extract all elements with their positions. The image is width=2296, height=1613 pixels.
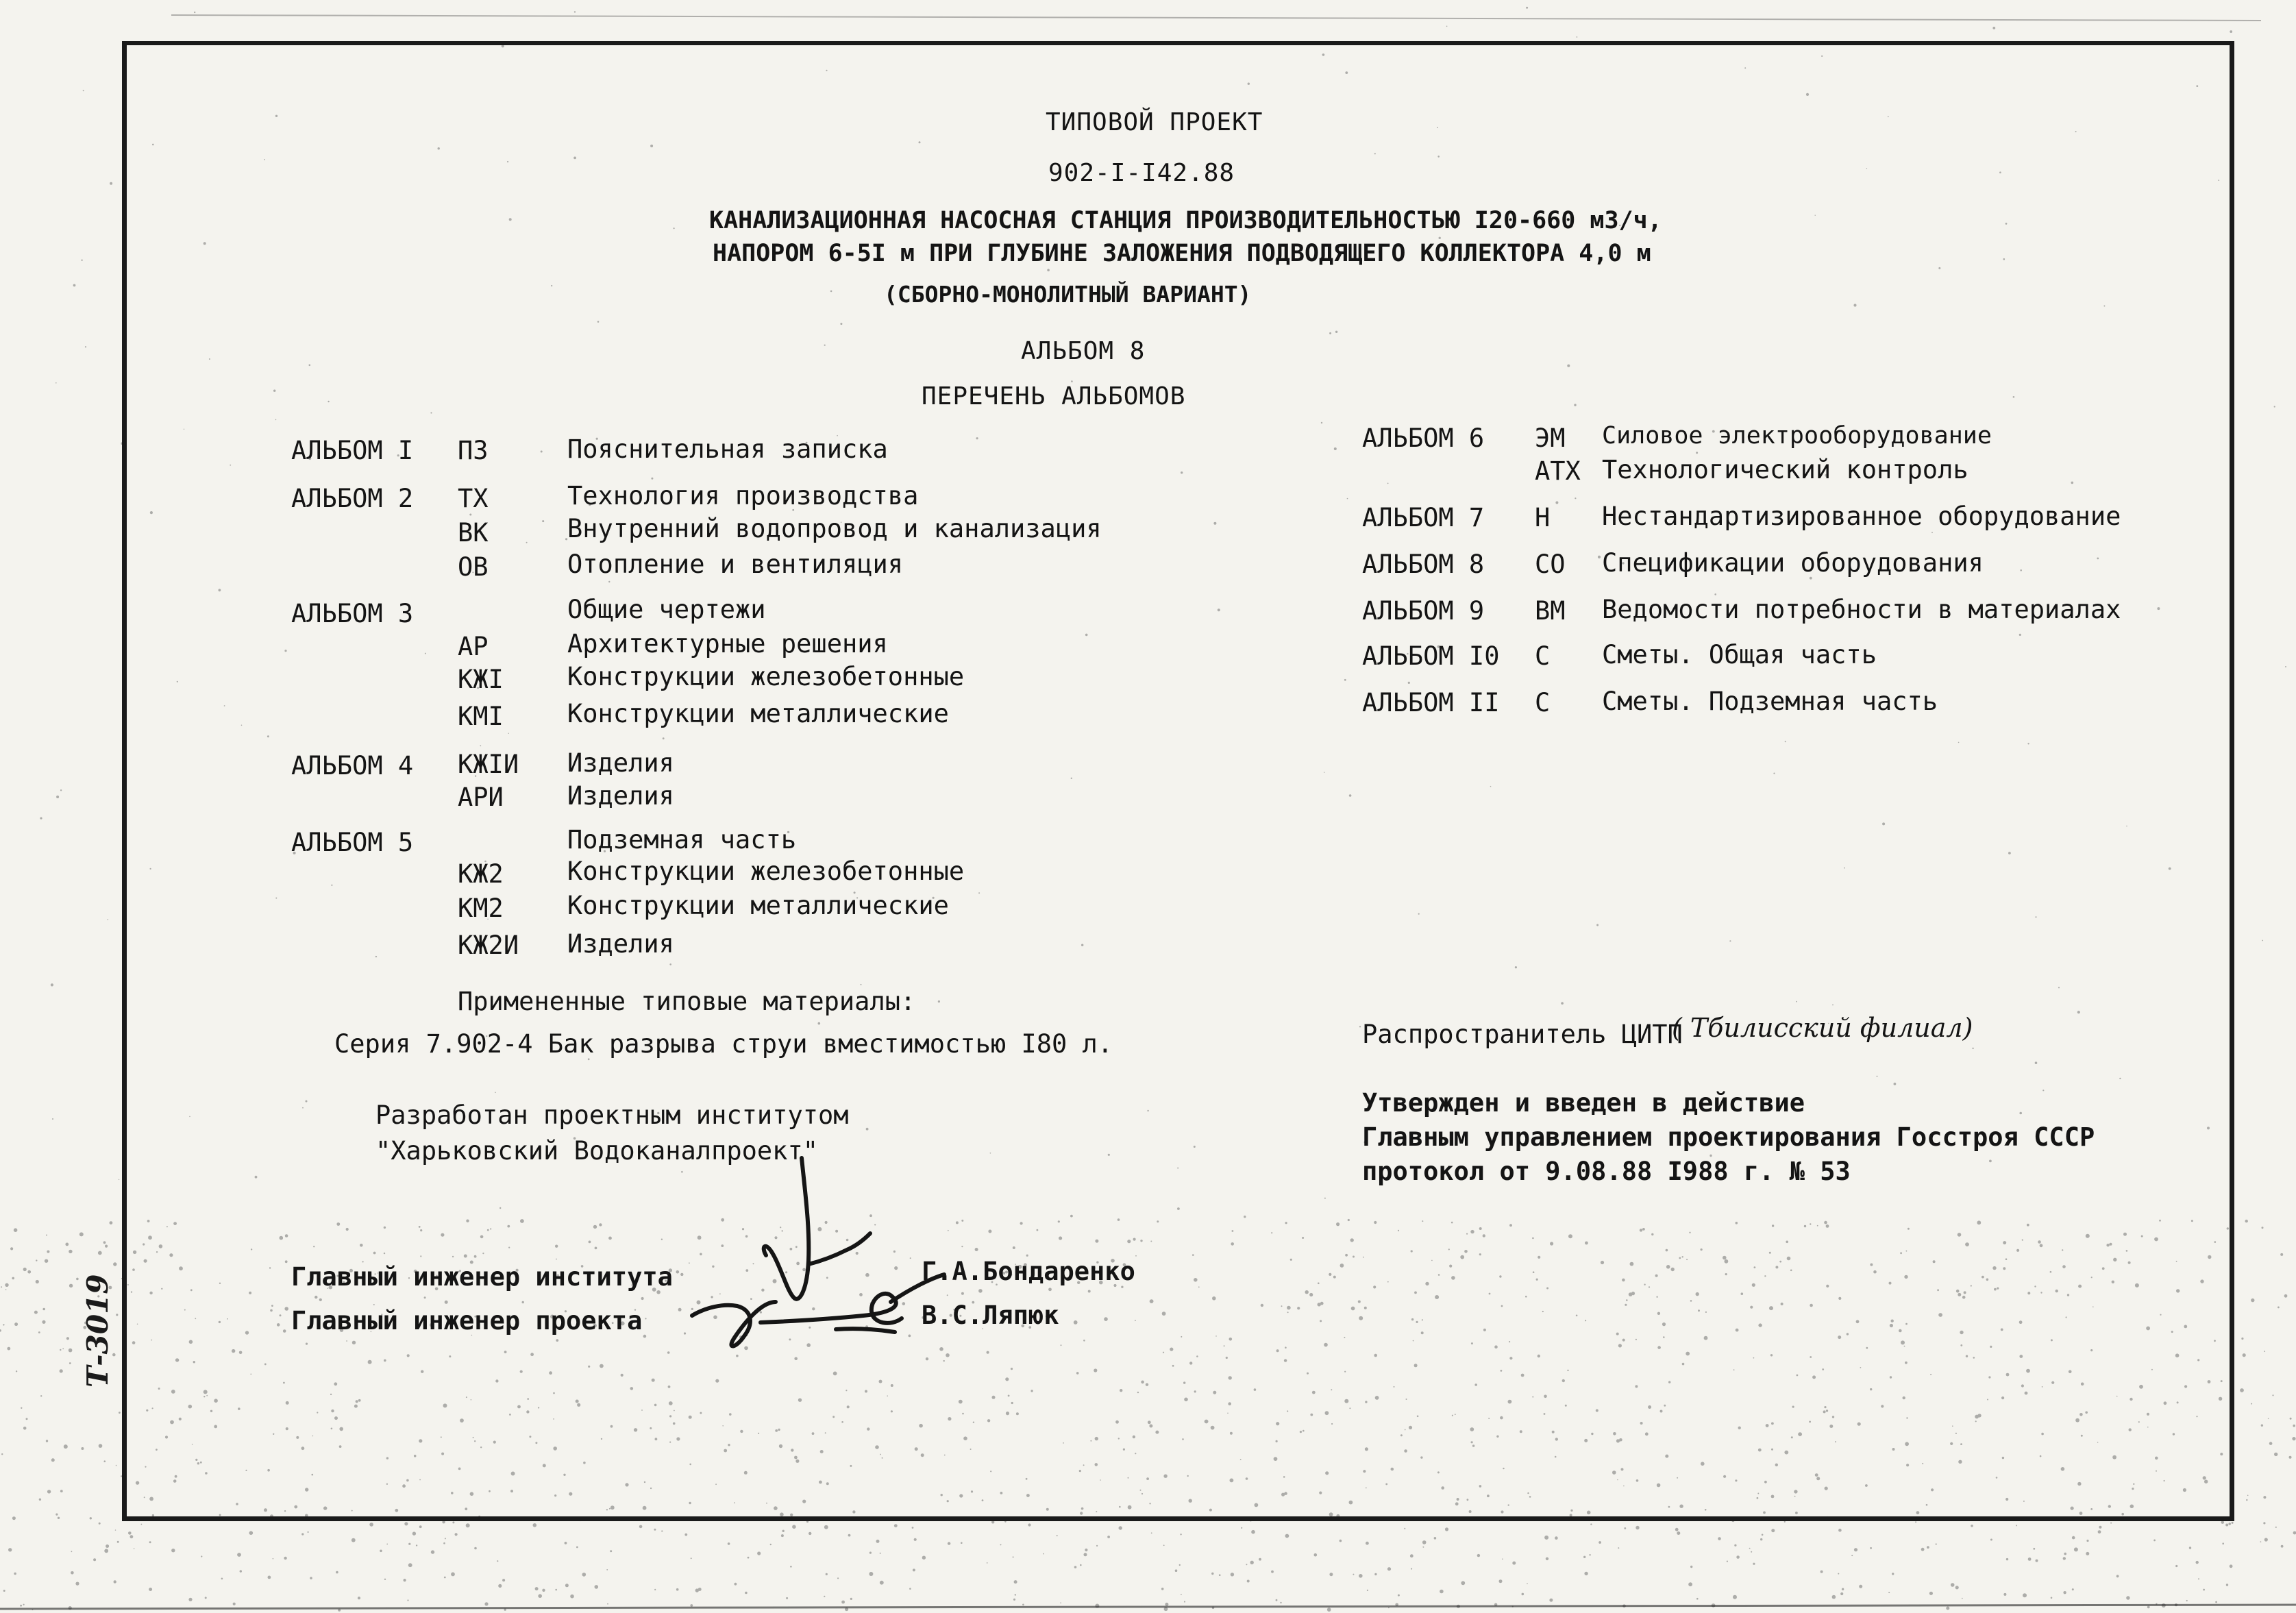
list-item-album-label: АЛЬБОМ 7 — [1362, 503, 1485, 532]
list-item-desc: Конструкции железобетонные — [567, 857, 965, 886]
chief-engineer-project-label: Главный инженер проекта — [291, 1306, 643, 1335]
list-item-code: ЭМ — [1535, 423, 1566, 453]
list-item-code: АР — [458, 632, 489, 661]
list-item-album-label: АЛЬБОМ I0 — [1362, 641, 1500, 671]
list-item-code: Н — [1535, 503, 1551, 532]
list-item-desc: Сметы. Общая часть — [1602, 640, 1877, 669]
list-item-code: КЖ2И — [458, 931, 519, 960]
archive-stamp: Т-3019 — [81, 1274, 114, 1388]
list-item-code: С — [1535, 688, 1551, 717]
list-item-album-label: АЛЬБОМ 4 — [291, 751, 414, 780]
developer-line2: "Харьковский Водоканалпроект" — [375, 1136, 819, 1166]
list-item-album-label: АЛЬБОМ I — [291, 436, 414, 465]
album-number: АЛЬБОМ 8 — [1021, 337, 1146, 365]
signatory-name-2: В.С.Ляпюк — [922, 1301, 1059, 1330]
distributor-handwritten: ( Тбилисский филиал) — [1672, 1013, 1973, 1043]
list-item-desc: Пояснительная записка — [567, 434, 888, 464]
materials-title: Примененные типовые материалы: — [458, 987, 916, 1016]
album-list-title: ПЕРЕЧЕНЬ АЛЬБОМОВ — [922, 382, 1186, 410]
project-title-line2: НАПОРОМ 6-5I м ПРИ ГЛУБИНЕ ЗАЛОЖЕНИЯ ПОДВОДЯЩЕГО КОЛЛЕКТОРА 4,0 м — [713, 240, 1651, 267]
list-item-desc: Изделия — [567, 781, 674, 811]
list-item-desc: Подземная часть — [567, 825, 797, 854]
list-item-code: КМI — [458, 702, 504, 731]
chief-engineer-institute-label: Главный инженер института — [291, 1262, 673, 1292]
list-item-code: С — [1535, 641, 1551, 671]
list-item-code: АТХ — [1535, 456, 1581, 486]
list-item-desc: Технологический контроль — [1602, 455, 1968, 484]
list-item-album-label: АЛЬБОМ 5 — [291, 828, 414, 857]
list-item-desc: Сметы. Подземная часть — [1602, 687, 1938, 716]
approval-line2: Главным управлением проектирования Госстроя СССР — [1362, 1122, 2095, 1152]
list-item-code: КЖI — [458, 665, 504, 694]
project-title-line1: КАНАЛИЗАЦИОННАЯ НАСОСНАЯ СТАНЦИЯ ПРОИЗВОДИТЕЛЬНОСТЬЮ I20-660 м3/ч, — [709, 207, 1662, 234]
list-item-desc: Ведомости потребности в материалах — [1602, 595, 2121, 624]
approval-line1: Утвержден и введен в действие — [1362, 1088, 1805, 1118]
list-item-desc: Нестандартизированное оборудование — [1602, 502, 2121, 531]
list-item-code: КЖIИ — [458, 750, 519, 779]
list-item-album-label: АЛЬБОМ II — [1362, 688, 1500, 717]
approval-line3: протокол от 9.08.88 I988 г. № 53 — [1362, 1157, 1851, 1186]
list-item-album-label: АЛЬБОМ 3 — [291, 599, 414, 628]
list-item-desc: Конструкции железобетонные — [567, 662, 965, 691]
list-item-code: КЖ2 — [458, 859, 504, 889]
list-item-album-label: АЛЬБОМ 9 — [1362, 596, 1485, 626]
list-item-desc: Силовое электрооборудование — [1602, 422, 1992, 450]
signatory-name-1: Г.А.Бондаренко — [922, 1257, 1135, 1286]
list-item-code: СО — [1535, 550, 1566, 579]
list-item-desc: Отопление и вентиляция — [567, 550, 904, 579]
list-item-code: ТХ — [458, 484, 489, 513]
list-item-code: ВК — [458, 518, 489, 547]
list-item-desc: Общие чертежи — [567, 595, 766, 624]
list-item-desc: Технология производства — [567, 481, 919, 510]
doc-type-title: ТИПОВОЙ ПРОЕКТ — [1046, 108, 1263, 136]
list-item-desc: Изделия — [567, 929, 674, 959]
developer-line1: Разработан проектным институтом — [375, 1100, 849, 1130]
list-item-desc: Конструкции металлические — [567, 891, 949, 920]
project-variant: (СБОРНО-МОНОЛИТНЫЙ ВАРИАНТ) — [884, 281, 1252, 308]
list-item-album-label: АЛЬБОМ 8 — [1362, 550, 1485, 579]
list-item-album-label: АЛЬБОМ 6 — [1362, 423, 1485, 453]
list-item-desc: Изделия — [567, 748, 674, 778]
list-item-code: АРИ — [458, 783, 504, 812]
list-item-desc: Конструкции металлические — [567, 699, 949, 728]
list-item-desc: Архитектурные решения — [567, 629, 888, 658]
list-item-code: ОВ — [458, 552, 489, 582]
list-item-album-label: АЛЬБОМ 2 — [291, 484, 414, 513]
materials-series: Серия 7.902-4 Бак разрыва струи вместимостью I80 л. — [334, 1029, 1113, 1059]
distributor-label: Распространитель ЦИТП — [1362, 1020, 1683, 1049]
list-item-code: ВМ — [1535, 596, 1566, 626]
list-item-code: ПЗ — [458, 436, 489, 465]
list-item-code: КМ2 — [458, 894, 504, 923]
project-number: 902-I-I42.88 — [1048, 159, 1235, 187]
list-item-desc: Спецификации оборудования — [1602, 548, 1984, 578]
list-item-desc: Внутренний водопровод и канализация — [567, 514, 1102, 543]
